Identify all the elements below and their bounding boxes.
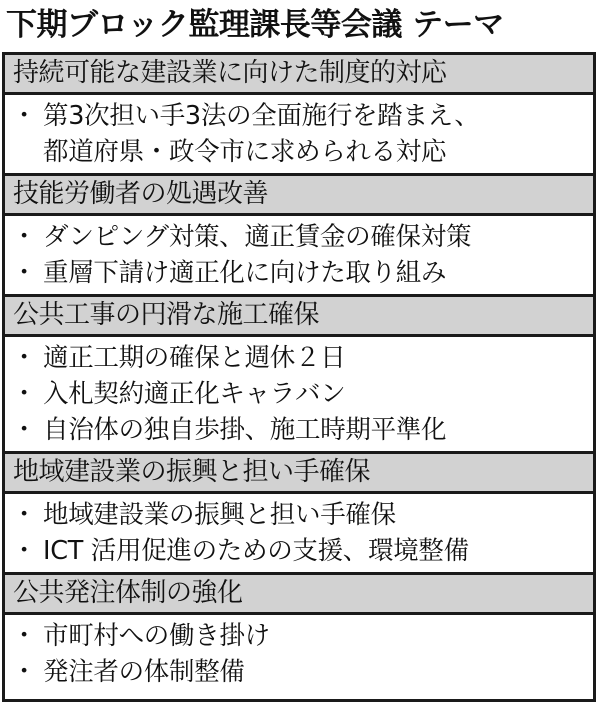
list-item [5,497,593,533]
section-body [5,95,593,176]
bullet-icon: ・ [11,657,37,687]
section-heading: 地域建設業の振興と担い手確保 [5,454,593,494]
section-heading: 技能労働者の処遇改善 [5,176,593,216]
list-item [5,376,593,412]
list-item [5,219,593,255]
section-heading: 公共工事の円滑な施工確保 [5,297,593,337]
list-item-text: 第3次担い手3法の全面施行を踏まえ、 [43,101,480,131]
list-item-text: 適正工期の確保と週休２日 [43,343,346,373]
list-item-text: ICT 活用促進のための支援、環境整備 [43,536,469,566]
section-heading: 公共発注体制の強化 [5,575,593,615]
list-item-text: 入札契約適正化キャラバン [43,379,346,409]
section-body [5,337,593,454]
bullet-icon: ・ [11,258,37,288]
bullet-icon: ・ [11,101,37,131]
bullet-icon: ・ [11,343,37,373]
list-item-text: 発注者の体制整備 [43,657,245,687]
list-item [5,340,593,376]
list-item-text: 市町村への働き掛け [43,621,270,651]
bullet-icon: ・ [11,500,37,530]
list-item-text: 自治体の独自歩掛、施工時期平準化 [43,415,447,445]
list-item [5,98,593,134]
section-body [5,615,593,693]
bullet-icon: ・ [11,621,37,651]
list-item-text: 重層下請け適正化に向けた取り組み [43,258,447,288]
themes-table [2,52,596,702]
list-item-continuation: 都道府県・政令市に求められる対応 [43,137,447,167]
list-item [5,618,593,654]
section-heading: 持続可能な建設業に向けた制度的対応 [5,55,593,95]
bullet-icon: ・ [11,222,37,252]
list-item [5,654,593,690]
section-body [5,494,593,575]
page-title: 下期ブロック監理課長等会議 テーマ [6,7,504,43]
list-item [5,255,593,291]
section-body [5,216,593,297]
bullet-icon: ・ [11,536,37,566]
list-item [5,412,593,448]
list-item-text: 地域建設業の振興と担い手確保 [43,500,396,530]
bullet-icon: ・ [11,415,37,445]
list-item [5,533,593,569]
list-item-text: ダンピング対策、適正賃金の確保対策 [43,222,472,252]
bullet-icon: ・ [11,379,37,409]
